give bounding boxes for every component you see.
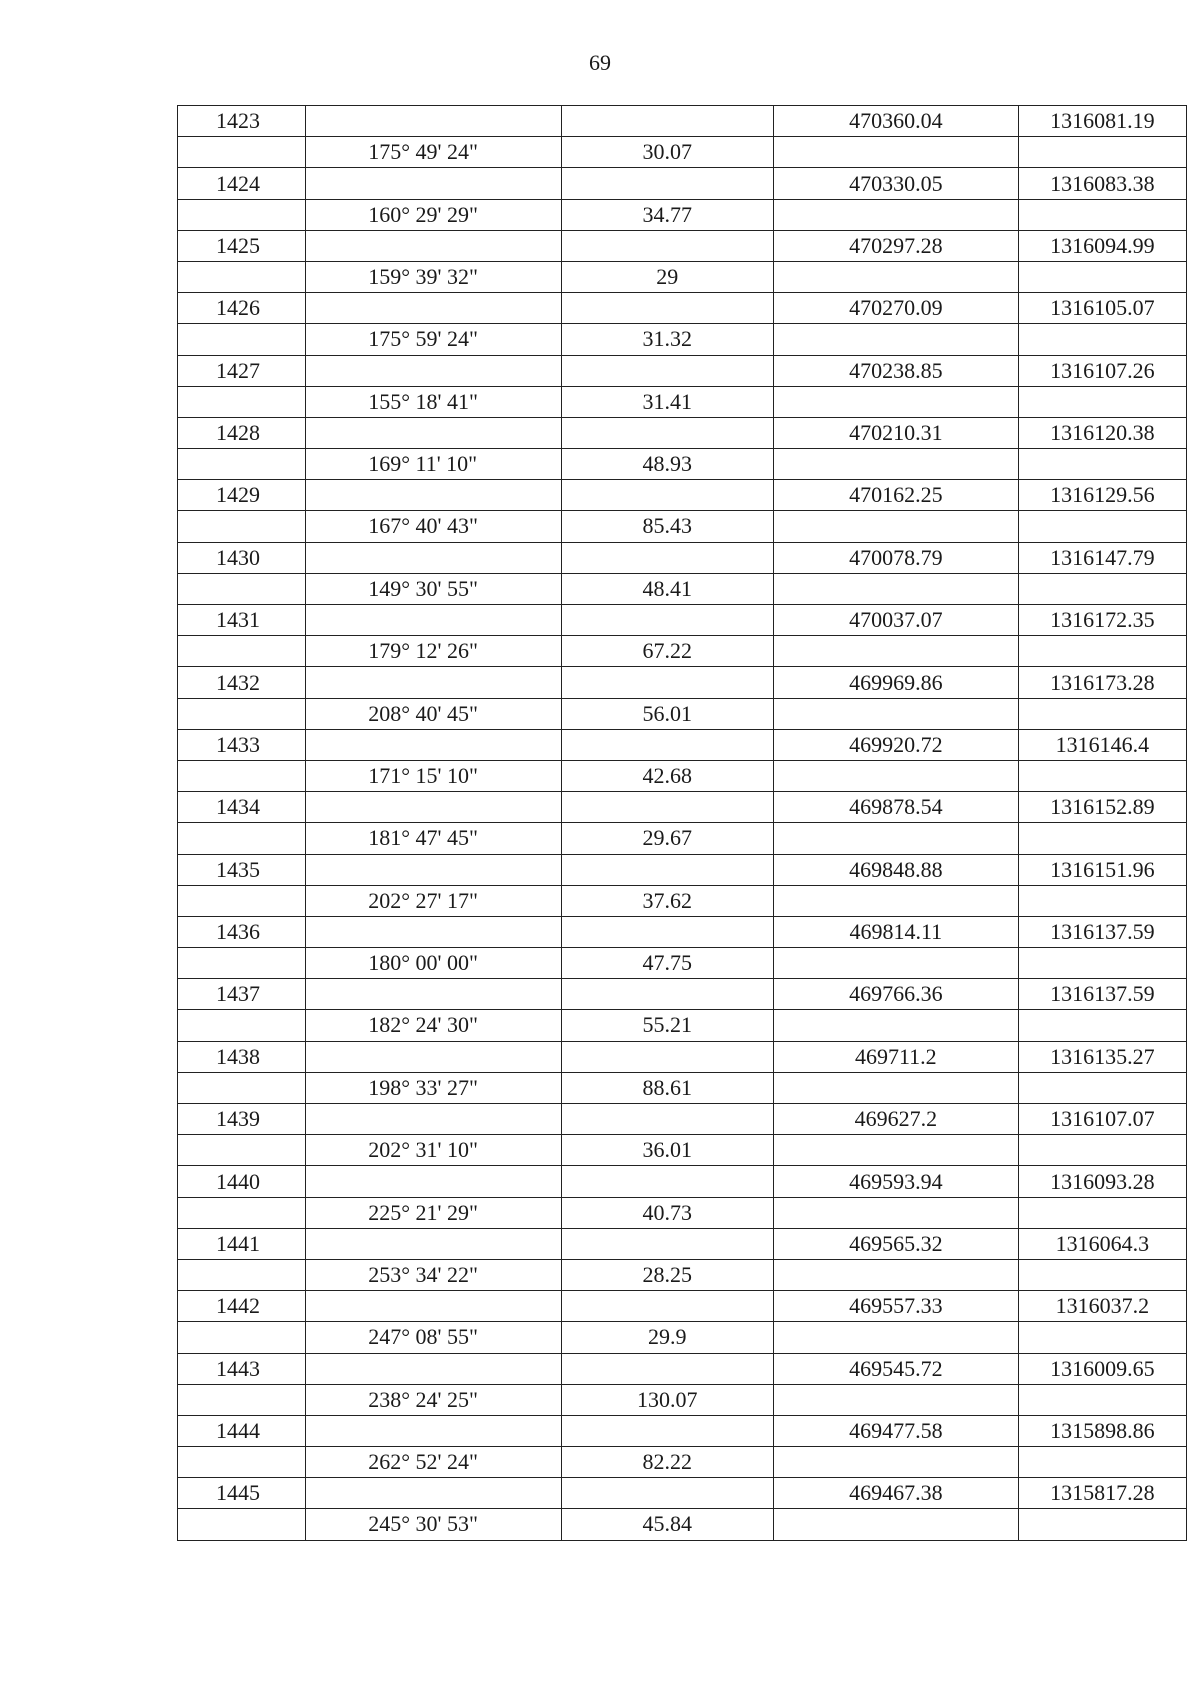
northing-cell [773, 1259, 1018, 1290]
station-row [178, 230, 1187, 261]
distance-cell [561, 1041, 773, 1072]
easting-cell: 1316094.99 [1018, 230, 1186, 261]
distance-cell [561, 1104, 773, 1135]
easting-cell: 1316129.56 [1018, 480, 1186, 511]
distance-cell [561, 605, 773, 636]
easting-cell: 1316151.96 [1018, 854, 1186, 885]
station-row [178, 480, 1187, 511]
easting-cell: 1316064.3 [1018, 1228, 1186, 1259]
station-cell [178, 636, 306, 667]
easting-cell: 1315898.86 [1018, 1415, 1186, 1446]
distance-cell: 48.93 [561, 449, 773, 480]
station-cell [178, 573, 306, 604]
easting-cell: 1316173.28 [1018, 667, 1186, 698]
distance-cell [561, 729, 773, 760]
northing-cell [773, 199, 1018, 230]
easting-cell: 1316172.35 [1018, 605, 1186, 636]
course-row [178, 324, 1187, 355]
easting-cell: 1316037.2 [1018, 1291, 1186, 1322]
station-row [178, 1478, 1187, 1509]
course-row [178, 1447, 1187, 1478]
station-cell: 1440 [178, 1166, 306, 1197]
bearing-cell: 160° 29' 29" [306, 199, 561, 230]
station-row [178, 729, 1187, 760]
bearing-cell [306, 729, 561, 760]
easting-cell [1018, 636, 1186, 667]
distance-cell [561, 1291, 773, 1322]
station-cell [178, 1197, 306, 1228]
distance-cell [561, 168, 773, 199]
station-row [178, 1104, 1187, 1135]
bearing-cell: 180° 00' 00" [306, 948, 561, 979]
easting-cell [1018, 1384, 1186, 1415]
northing-cell [773, 1010, 1018, 1041]
easting-cell [1018, 511, 1186, 542]
station-cell: 1433 [178, 729, 306, 760]
bearing-cell: 245° 30' 53" [306, 1509, 561, 1540]
distance-cell [561, 854, 773, 885]
distance-cell: 29.67 [561, 823, 773, 854]
northing-cell [773, 386, 1018, 417]
distance-cell [561, 230, 773, 261]
station-cell: 1431 [178, 605, 306, 636]
bearing-cell [306, 1291, 561, 1322]
distance-cell: 31.41 [561, 386, 773, 417]
bearing-cell: 238° 24' 25" [306, 1384, 561, 1415]
distance-cell [561, 106, 773, 137]
easting-cell [1018, 324, 1186, 355]
station-row [178, 667, 1187, 698]
station-cell [178, 1010, 306, 1041]
station-cell: 1444 [178, 1415, 306, 1446]
station-cell: 1423 [178, 106, 306, 137]
station-cell: 1426 [178, 293, 306, 324]
northing-cell [773, 698, 1018, 729]
station-row [178, 542, 1187, 573]
bearing-cell: 155° 18' 41" [306, 386, 561, 417]
northing-cell: 469878.54 [773, 792, 1018, 823]
traverse-table [177, 105, 1187, 1541]
bearing-cell [306, 168, 561, 199]
station-cell: 1435 [178, 854, 306, 885]
station-cell: 1442 [178, 1291, 306, 1322]
easting-cell [1018, 1447, 1186, 1478]
distance-cell: 40.73 [561, 1197, 773, 1228]
easting-cell: 1316147.79 [1018, 542, 1186, 573]
bearing-cell: 169° 11' 10" [306, 449, 561, 480]
bearing-cell: 175° 59' 24" [306, 324, 561, 355]
northing-cell [773, 324, 1018, 355]
bearing-cell [306, 916, 561, 947]
distance-cell: 130.07 [561, 1384, 773, 1415]
easting-cell [1018, 261, 1186, 292]
station-cell [178, 1072, 306, 1103]
bearing-cell: 198° 33' 27" [306, 1072, 561, 1103]
northing-cell: 470360.04 [773, 106, 1018, 137]
station-row [178, 1041, 1187, 1072]
northing-cell [773, 1072, 1018, 1103]
bearing-cell [306, 1415, 561, 1446]
easting-cell [1018, 386, 1186, 417]
station-row [178, 1228, 1187, 1259]
station-cell: 1425 [178, 230, 306, 261]
northing-cell [773, 1384, 1018, 1415]
northing-cell: 470330.05 [773, 168, 1018, 199]
course-row [178, 449, 1187, 480]
course-row [178, 1509, 1187, 1540]
bearing-cell [306, 480, 561, 511]
easting-cell [1018, 760, 1186, 791]
distance-cell: 36.01 [561, 1135, 773, 1166]
station-row [178, 605, 1187, 636]
distance-cell: 67.22 [561, 636, 773, 667]
easting-cell [1018, 885, 1186, 916]
northing-cell: 470078.79 [773, 542, 1018, 573]
course-row [178, 885, 1187, 916]
distance-cell [561, 667, 773, 698]
northing-cell: 469467.38 [773, 1478, 1018, 1509]
distance-cell: 34.77 [561, 199, 773, 230]
distance-cell: 29.9 [561, 1322, 773, 1353]
northing-cell [773, 636, 1018, 667]
station-row [178, 854, 1187, 885]
station-row [178, 417, 1187, 448]
bearing-cell: 171° 15' 10" [306, 760, 561, 791]
bearing-cell [306, 417, 561, 448]
distance-cell [561, 1228, 773, 1259]
easting-cell: 1316137.59 [1018, 916, 1186, 947]
station-cell [178, 1259, 306, 1290]
distance-cell: 30.07 [561, 137, 773, 168]
bearing-cell: 208° 40' 45" [306, 698, 561, 729]
station-cell [178, 1384, 306, 1415]
northing-cell: 469557.33 [773, 1291, 1018, 1322]
station-cell [178, 885, 306, 916]
distance-cell: 55.21 [561, 1010, 773, 1041]
course-row [178, 1135, 1187, 1166]
station-row [178, 106, 1187, 137]
bearing-cell: 179° 12' 26" [306, 636, 561, 667]
easting-cell: 1316107.07 [1018, 1104, 1186, 1135]
distance-cell [561, 480, 773, 511]
northing-cell [773, 885, 1018, 916]
easting-cell [1018, 1010, 1186, 1041]
station-row [178, 1353, 1187, 1384]
bearing-cell [306, 542, 561, 573]
station-row [178, 1166, 1187, 1197]
easting-cell [1018, 1322, 1186, 1353]
bearing-cell [306, 667, 561, 698]
bearing-cell: 225° 21' 29" [306, 1197, 561, 1228]
easting-cell [1018, 698, 1186, 729]
station-row [178, 293, 1187, 324]
northing-cell [773, 760, 1018, 791]
station-cell: 1432 [178, 667, 306, 698]
course-row [178, 1259, 1187, 1290]
northing-cell: 469593.94 [773, 1166, 1018, 1197]
northing-cell: 469545.72 [773, 1353, 1018, 1384]
bearing-cell [306, 1104, 561, 1135]
bearing-cell: 175° 49' 24" [306, 137, 561, 168]
distance-cell: 29 [561, 261, 773, 292]
northing-cell: 469920.72 [773, 729, 1018, 760]
bearing-cell [306, 1041, 561, 1072]
northing-cell: 469814.11 [773, 916, 1018, 947]
bearing-cell: 202° 27' 17" [306, 885, 561, 916]
course-row [178, 1384, 1187, 1415]
bearing-cell [306, 293, 561, 324]
station-cell: 1438 [178, 1041, 306, 1072]
easting-cell: 1316135.27 [1018, 1041, 1186, 1072]
northing-cell [773, 1447, 1018, 1478]
station-cell [178, 137, 306, 168]
bearing-cell: 159° 39' 32" [306, 261, 561, 292]
station-cell: 1424 [178, 168, 306, 199]
course-row [178, 823, 1187, 854]
northing-cell [773, 1322, 1018, 1353]
bearing-cell [306, 230, 561, 261]
easting-cell: 1316137.59 [1018, 979, 1186, 1010]
easting-cell [1018, 137, 1186, 168]
easting-cell [1018, 823, 1186, 854]
northing-cell [773, 137, 1018, 168]
distance-cell [561, 542, 773, 573]
bearing-cell [306, 605, 561, 636]
northing-cell [773, 823, 1018, 854]
northing-cell: 469477.58 [773, 1415, 1018, 1446]
distance-cell: 37.62 [561, 885, 773, 916]
distance-cell: 28.25 [561, 1259, 773, 1290]
bearing-cell [306, 792, 561, 823]
course-row [178, 1010, 1187, 1041]
station-row [178, 792, 1187, 823]
northing-cell: 470238.85 [773, 355, 1018, 386]
station-cell: 1434 [178, 792, 306, 823]
bearing-cell: 202° 31' 10" [306, 1135, 561, 1166]
course-row [178, 386, 1187, 417]
northing-cell: 469766.36 [773, 979, 1018, 1010]
station-cell [178, 261, 306, 292]
northing-cell [773, 573, 1018, 604]
bearing-cell: 149° 30' 55" [306, 573, 561, 604]
distance-cell [561, 1166, 773, 1197]
distance-cell [561, 979, 773, 1010]
station-cell: 1429 [178, 480, 306, 511]
easting-cell [1018, 573, 1186, 604]
course-row [178, 573, 1187, 604]
bearing-cell: 247° 08' 55" [306, 1322, 561, 1353]
easting-cell [1018, 1197, 1186, 1228]
station-row [178, 1415, 1187, 1446]
station-row [178, 355, 1187, 386]
course-row [178, 261, 1187, 292]
distance-cell: 88.61 [561, 1072, 773, 1103]
northing-cell: 470037.07 [773, 605, 1018, 636]
distance-cell: 45.84 [561, 1509, 773, 1540]
distance-cell: 47.75 [561, 948, 773, 979]
bearing-cell [306, 1166, 561, 1197]
station-cell: 1430 [178, 542, 306, 573]
bearing-cell: 262° 52' 24" [306, 1447, 561, 1478]
distance-cell: 56.01 [561, 698, 773, 729]
northing-cell: 469848.88 [773, 854, 1018, 885]
course-row [178, 199, 1187, 230]
distance-cell [561, 355, 773, 386]
northing-cell [773, 1197, 1018, 1228]
course-row [178, 948, 1187, 979]
easting-cell [1018, 948, 1186, 979]
easting-cell: 1316009.65 [1018, 1353, 1186, 1384]
station-row [178, 1291, 1187, 1322]
northing-cell [773, 511, 1018, 542]
northing-cell: 470162.25 [773, 480, 1018, 511]
station-row [178, 168, 1187, 199]
distance-cell [561, 792, 773, 823]
station-cell: 1445 [178, 1478, 306, 1509]
station-cell [178, 449, 306, 480]
course-row [178, 760, 1187, 791]
easting-cell: 1316093.28 [1018, 1166, 1186, 1197]
station-cell [178, 1135, 306, 1166]
northing-cell: 469627.2 [773, 1104, 1018, 1135]
easting-cell: 1316107.26 [1018, 355, 1186, 386]
bearing-cell: 182° 24' 30" [306, 1010, 561, 1041]
bearing-cell [306, 1353, 561, 1384]
northing-cell: 470297.28 [773, 230, 1018, 261]
station-cell: 1427 [178, 355, 306, 386]
northing-cell [773, 1135, 1018, 1166]
bearing-cell [306, 355, 561, 386]
distance-cell [561, 916, 773, 947]
traverse-table-body [178, 106, 1187, 1541]
distance-cell [561, 417, 773, 448]
northing-cell: 470270.09 [773, 293, 1018, 324]
station-cell [178, 324, 306, 355]
northing-cell [773, 449, 1018, 480]
bearing-cell [306, 854, 561, 885]
distance-cell [561, 1415, 773, 1446]
northing-cell [773, 261, 1018, 292]
course-row [178, 137, 1187, 168]
station-cell [178, 199, 306, 230]
northing-cell: 470210.31 [773, 417, 1018, 448]
station-cell [178, 1447, 306, 1478]
station-cell: 1443 [178, 1353, 306, 1384]
distance-cell [561, 1353, 773, 1384]
bearing-cell: 181° 47' 45" [306, 823, 561, 854]
page-number: 69 [589, 50, 611, 75]
easting-cell: 1316083.38 [1018, 168, 1186, 199]
bearing-cell [306, 1228, 561, 1259]
station-cell [178, 760, 306, 791]
easting-cell: 1316120.38 [1018, 417, 1186, 448]
course-row [178, 1197, 1187, 1228]
northing-cell: 469969.86 [773, 667, 1018, 698]
course-row [178, 1322, 1187, 1353]
easting-cell [1018, 449, 1186, 480]
station-cell [178, 698, 306, 729]
distance-cell: 42.68 [561, 760, 773, 791]
easting-cell: 1316105.07 [1018, 293, 1186, 324]
station-cell [178, 1509, 306, 1540]
course-row [178, 1072, 1187, 1103]
northing-cell: 469565.32 [773, 1228, 1018, 1259]
course-row [178, 636, 1187, 667]
bearing-cell: 253° 34' 22" [306, 1259, 561, 1290]
station-row [178, 979, 1187, 1010]
easting-cell: 1316152.89 [1018, 792, 1186, 823]
easting-cell: 1316146.4 [1018, 729, 1186, 760]
station-cell [178, 823, 306, 854]
station-cell [178, 948, 306, 979]
station-cell [178, 1322, 306, 1353]
easting-cell [1018, 199, 1186, 230]
bearing-cell [306, 106, 561, 137]
station-cell [178, 511, 306, 542]
station-cell: 1439 [178, 1104, 306, 1135]
easting-cell [1018, 1072, 1186, 1103]
easting-cell [1018, 1259, 1186, 1290]
bearing-cell [306, 979, 561, 1010]
easting-cell [1018, 1135, 1186, 1166]
distance-cell: 48.41 [561, 573, 773, 604]
easting-cell: 1316081.19 [1018, 106, 1186, 137]
distance-cell [561, 1478, 773, 1509]
northing-cell [773, 1509, 1018, 1540]
bearing-cell: 167° 40' 43" [306, 511, 561, 542]
station-cell [178, 386, 306, 417]
easting-cell: 1315817.28 [1018, 1478, 1186, 1509]
distance-cell: 31.32 [561, 324, 773, 355]
northing-cell: 469711.2 [773, 1041, 1018, 1072]
easting-cell [1018, 1509, 1186, 1540]
northing-cell [773, 948, 1018, 979]
distance-cell: 82.22 [561, 1447, 773, 1478]
station-row [178, 916, 1187, 947]
course-row [178, 511, 1187, 542]
station-cell: 1441 [178, 1228, 306, 1259]
station-cell: 1437 [178, 979, 306, 1010]
station-cell: 1428 [178, 417, 306, 448]
distance-cell [561, 293, 773, 324]
station-cell: 1436 [178, 916, 306, 947]
course-row [178, 698, 1187, 729]
bearing-cell [306, 1478, 561, 1509]
distance-cell: 85.43 [561, 511, 773, 542]
